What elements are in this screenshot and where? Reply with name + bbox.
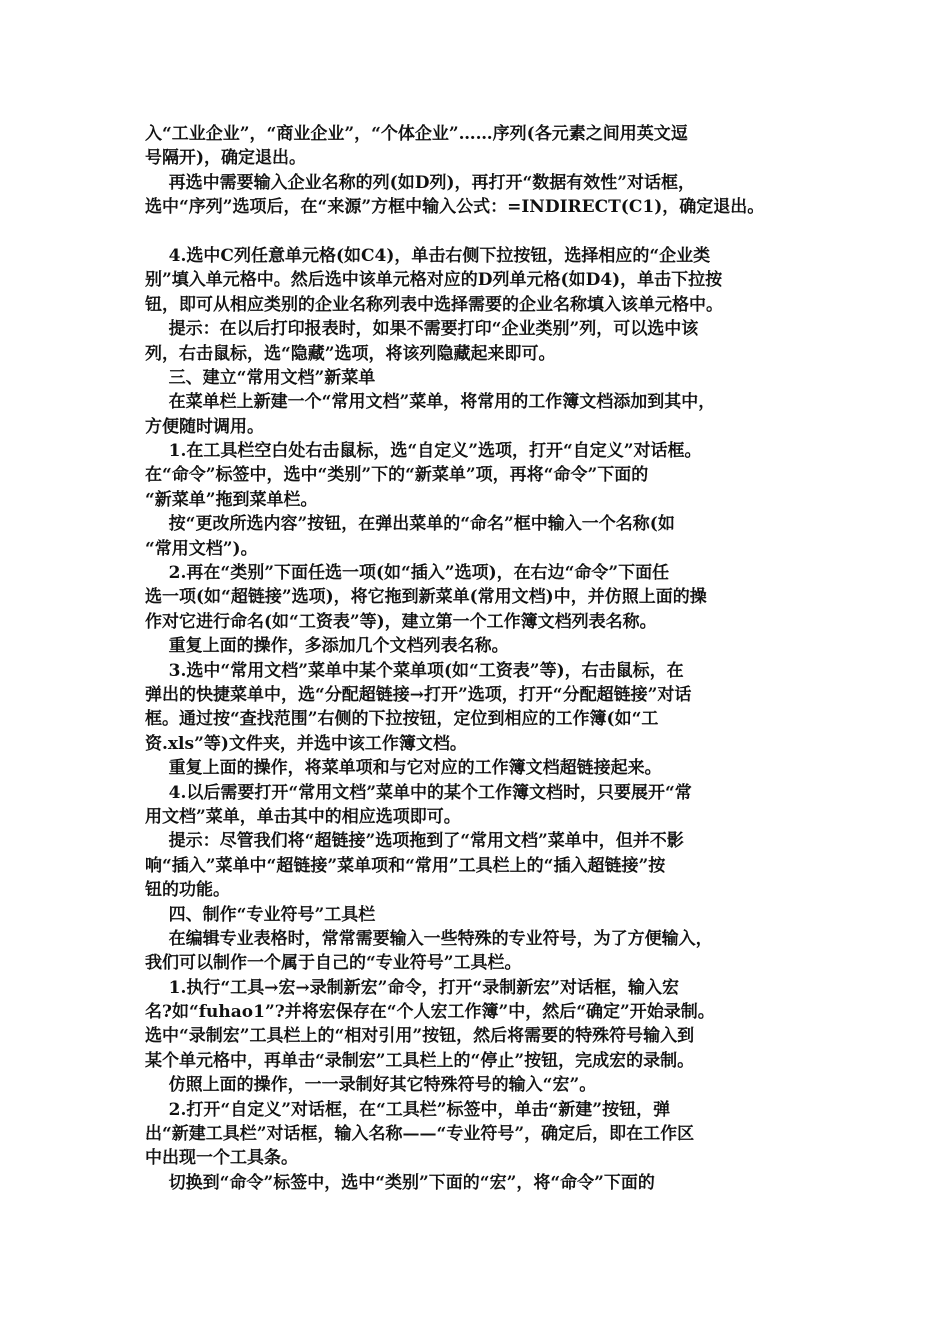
text-line: 某个单元格中，再单击“录制宏”工具栏上的“停止”按钮，完成宏的录制。 xyxy=(145,1050,695,1071)
text-line: 切换到“命令”标签中，选中“类别”下面的“宏”，将“命令”下面的 xyxy=(145,1172,655,1193)
text-line: 号隔开)，确定退出。 xyxy=(145,148,307,169)
text-line: 提示：在以后打印报表时，如果不需要打印“企业类别”列，可以选中该 xyxy=(145,319,699,340)
text-line: 选中“序列”选项后，在“来源”方框中输入公式：=INDIRECT(C1)，确定退出。 xyxy=(145,197,765,218)
text-line: 2.打开“自定义”对话框，在“工具栏”标签中，单击“新建”按钮，弹 xyxy=(145,1099,671,1120)
text-line: 入“工业企业”，“商业企业”，“个体企业”……序列(各元素之间用英文逗 xyxy=(145,124,688,144)
text-line: 钮，即可从相应类别的企业名称列表中选择需要的企业名称填入该单元格中。 xyxy=(145,294,723,315)
text-line: 按“更改所选内容”按钮，在弹出菜单的“命名”框中输入一个名称(如 xyxy=(145,514,675,535)
text-line: 四、制作“专业符号”工具栏 xyxy=(145,904,376,925)
text-line: 4.选中C列任意单元格(如C4)，单击右侧下拉按钮，选择相应的“企业类 xyxy=(145,245,711,266)
text-line: 列，右击鼠标，选“隐藏”选项，将该列隐藏起来即可。 xyxy=(145,343,556,364)
text-line: 出“新建工具栏”对话框，输入名称——“专业符号”，确定后，即在工作区 xyxy=(145,1124,695,1145)
text-line: 再选中需要输入企业名称的列(如D列)，再打开“数据有效性”对话框， xyxy=(145,172,696,193)
text-line: 三、建立“常用文档”新菜单 xyxy=(145,367,376,388)
text-line: 提示：尽管我们将“超链接”选项拖到了“常用文档”菜单中，但并不影 xyxy=(145,831,684,852)
text-line: 在编辑专业表格时，常常需要输入一些特殊的专业符号，为了方便输入， xyxy=(145,928,713,949)
blank-line xyxy=(145,220,825,244)
text-line: 2.再在“类别”下面任选一项(如“插入”选项)，在右边“命令”下面任 xyxy=(145,563,670,584)
text-line: 响“插入”菜单中“超链接”菜单项和“常用”工具栏上的“插入超链接”按 xyxy=(145,855,666,876)
text-line: 在“命令”标签中，选中“类别”下的“新菜单”项，再将“命令”下面的 xyxy=(145,465,649,486)
text-line: 名?如“fuhao1”?并将宏保存在“个人宏工作簿”中，然后“确定”开始录制。 xyxy=(145,1002,715,1023)
text-line: 资.xls”等)文件夹，并选中该工作簿文档。 xyxy=(145,733,467,754)
text-line: 作对它进行命名(如“工资表”等)，建立第一个工作簿文档列表名称。 xyxy=(145,611,657,632)
text-line: 方便随时调用。 xyxy=(145,416,264,437)
text-line: 钮的功能。 xyxy=(145,880,230,901)
text-line: “新菜单”拖到菜单栏。 xyxy=(145,489,318,510)
text-line: 中出现一个工具条。 xyxy=(145,1148,298,1169)
text-line: 别”填入单元格中。然后选中该单元格对应的D列单元格(如D4)，单击下拉按 xyxy=(145,270,723,291)
document-body xyxy=(145,122,825,1195)
text-line: 我们可以制作一个属于自己的“专业符号”工具栏。 xyxy=(145,953,522,974)
text-line: 选中“录制宏”工具栏上的“相对引用”按钮，然后将需要的特殊符号输入到 xyxy=(145,1026,695,1047)
text-line: 3.选中“常用文档”菜单中某个菜单项(如“工资表”等)，右击鼠标，在 xyxy=(145,660,684,681)
text-line: 仿照上面的操作，一一录制好其它特殊符号的输入“宏”。 xyxy=(145,1075,597,1096)
text-line: 选一项(如“超链接”选项)，将它拖到新菜单(常用文档)中，并仿照上面的操 xyxy=(145,587,707,608)
text-line: “常用文档”)。 xyxy=(145,538,258,559)
text-line: 1.在工具栏空白处右击鼠标，选“自定义”选项，打开“自定义”对话框。 xyxy=(145,441,702,462)
text-line: 用文档”菜单，单击其中的相应选项即可。 xyxy=(145,806,461,827)
text-line: 重复上面的操作，将菜单项和与它对应的工作簿文档超链接起来。 xyxy=(145,758,662,779)
text-line: 框。通过按“查找范围”右侧的下拉按钮，定位到相应的工作簿(如“工 xyxy=(145,709,659,730)
text-line: 1.执行“工具→宏→录制新宏”命令，打开“录制新宏”对话框，输入宏 xyxy=(145,977,680,998)
text-line: 重复上面的操作，多添加几个文档列表名称。 xyxy=(145,636,509,657)
text-line: 4.以后需要打开“常用文档”菜单中的某个工作簿文档时，只要展开“常 xyxy=(145,782,692,803)
text-line: 弹出的快捷菜单中，选“分配超链接→打开”选项，打开“分配超链接”对话 xyxy=(145,684,692,705)
text-line: 在菜单栏上新建一个“常用文档”菜单，将常用的工作簿文档添加到其中， xyxy=(145,392,716,413)
